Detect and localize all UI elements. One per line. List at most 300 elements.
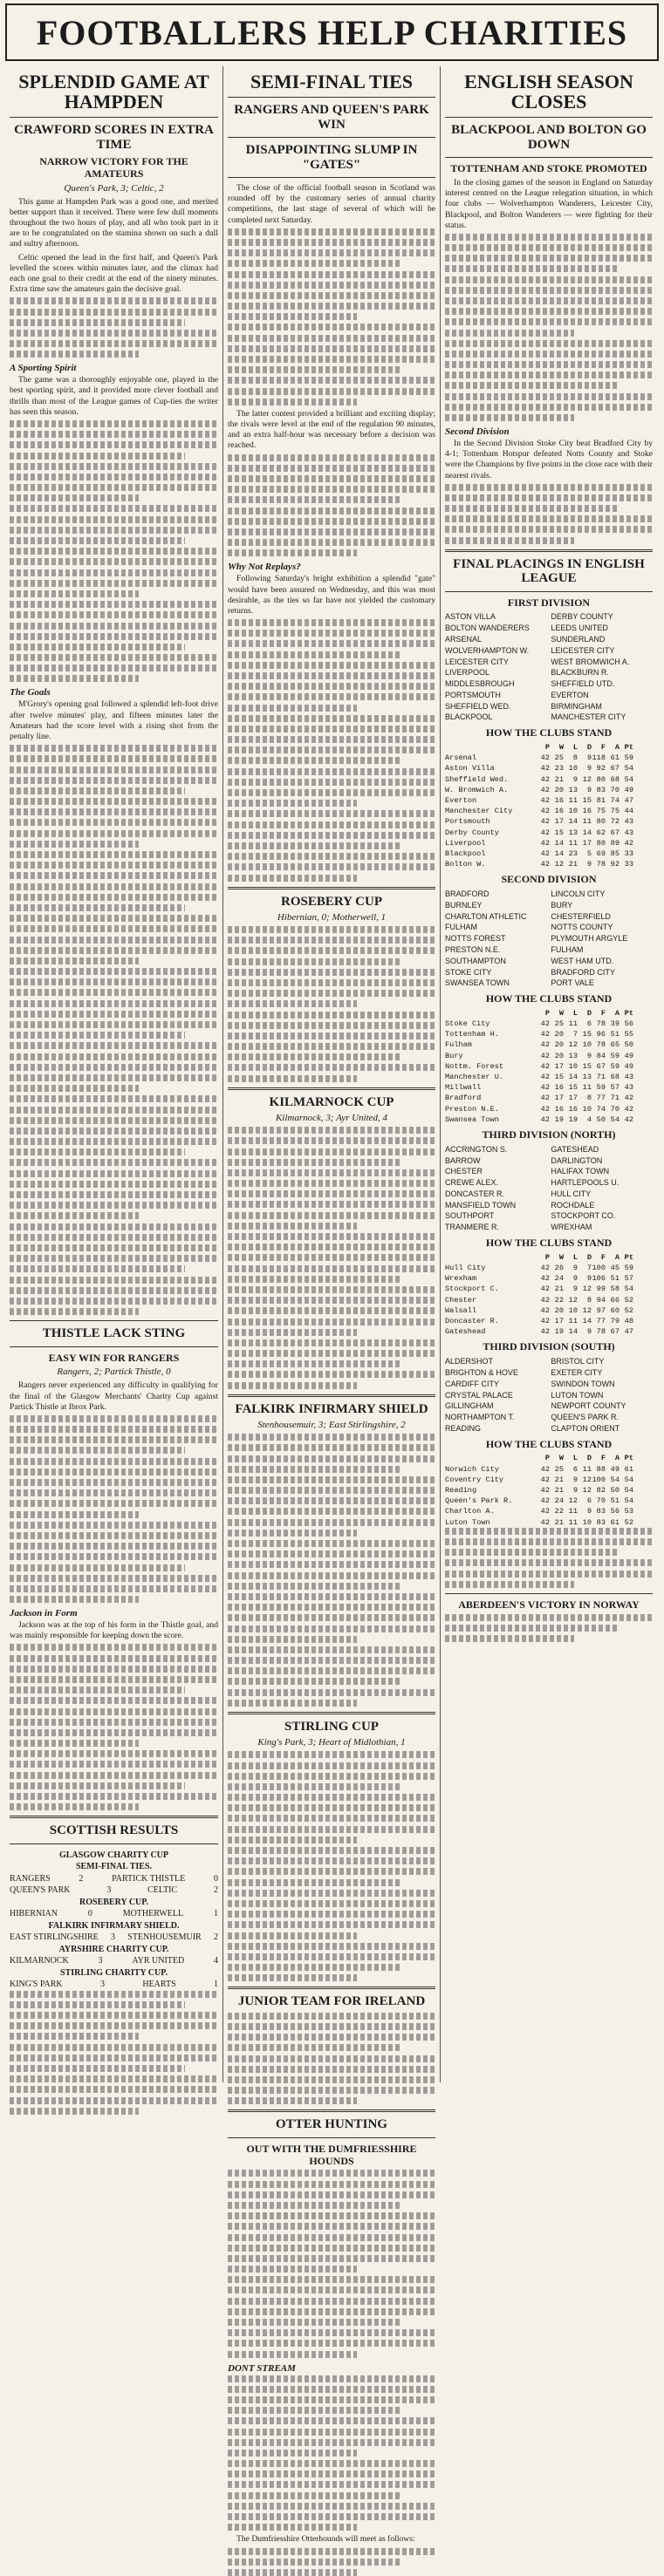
table-cell: 80	[596, 838, 606, 848]
table-cell: 4	[586, 1114, 592, 1124]
divider	[445, 1593, 653, 1594]
table-cell: 12	[568, 1040, 578, 1050]
table-cell: 11	[582, 1083, 592, 1093]
table-cell: 17	[554, 1317, 564, 1325]
club-name: NOTTS COUNTY	[551, 923, 613, 932]
table-cell: 59	[596, 1083, 606, 1093]
headline-aberdeen: ABERDEEN'S VICTORY IN NORWAY	[458, 1598, 640, 1611]
table-cell: 19	[554, 1114, 564, 1124]
club-name: STOCKPORT CO.	[551, 1211, 616, 1221]
table-cell: 42	[540, 1305, 550, 1315]
table-cell: 33	[624, 848, 633, 858]
text-lines	[10, 1644, 218, 1810]
table-cell: 43	[624, 817, 633, 827]
table-cell: Manchester U.	[445, 1073, 504, 1082]
table-cell: 51	[610, 1496, 620, 1506]
table-cell: 9	[586, 1507, 592, 1516]
table-cell: 9	[586, 1327, 592, 1337]
fixture-row	[445, 645, 653, 657]
table-cell: 42	[540, 838, 550, 848]
table-cell: W	[558, 1008, 564, 1018]
club-name: ROCHDALE	[551, 1200, 595, 1210]
club-name: LEEDS UNITED	[551, 624, 608, 633]
text-lines	[228, 619, 435, 882]
table-cell: 100	[592, 1475, 606, 1484]
table-cell: 118	[592, 753, 606, 763]
table-cell: 61	[610, 753, 620, 763]
headline-english-season: ENGLISH SEASON CLOSES	[464, 71, 633, 113]
club-name: HARTLEPOOLS U.	[551, 1178, 620, 1188]
table-cell: 42	[540, 1019, 550, 1029]
table-cell: 12	[554, 860, 564, 869]
result-row: KILMARNOCK 3 AYR UNITED 4	[10, 1956, 218, 1966]
table-cell: 20	[554, 1305, 564, 1315]
fixture-row	[445, 900, 653, 911]
table-row	[445, 848, 653, 859]
table-cell: 82	[596, 1485, 606, 1495]
club-name: BURNLEY	[445, 900, 483, 910]
table-cell: 23	[568, 848, 578, 858]
table-cell: 9	[586, 753, 592, 763]
fixture-row	[445, 712, 653, 723]
table-cell: 42	[540, 1114, 550, 1124]
text-lines	[228, 1127, 435, 1389]
table-cell: 9	[572, 1475, 578, 1484]
result-row: RANGERS 2 PARTICK THISTLE 0	[10, 1873, 218, 1884]
table-cell: 14	[554, 848, 564, 858]
club-name: SOUTHPORT	[445, 1211, 495, 1221]
article-body	[10, 1620, 218, 1641]
table-cell: 42	[624, 1114, 633, 1124]
article-body	[228, 2534, 435, 2545]
standings-table	[445, 1252, 653, 1338]
table-cell: 59	[624, 1263, 633, 1272]
divider	[228, 887, 435, 889]
club-name: DARLINGTON	[551, 1155, 603, 1165]
table-cell: 42	[624, 1104, 633, 1114]
fixture-row	[445, 956, 653, 967]
table-cell: 42	[540, 828, 550, 837]
table-cell: Sheffield Wed.	[445, 774, 509, 784]
table-cell: D	[586, 1008, 592, 1018]
club-name: LINCOLN CITY	[551, 889, 606, 899]
text-lines	[228, 454, 435, 557]
table-cell: 24	[554, 1496, 564, 1506]
table-cell: 42	[540, 1061, 550, 1071]
table-cell	[445, 1453, 536, 1463]
club-name: GILLINGHAM	[445, 1401, 494, 1411]
table-cell: P	[544, 1252, 550, 1262]
fixture-row	[445, 1189, 653, 1200]
club-name: BIRMINGHAM	[551, 701, 602, 711]
cup-title: AYRSHIRE CHARITY CUP.	[58, 1944, 169, 1954]
text-lines	[228, 1434, 435, 1707]
table-cell: 15	[554, 828, 564, 837]
table-cell: 49	[624, 785, 633, 794]
club-name: SWINDON TOWN	[551, 1379, 615, 1388]
headline-otter-hunting: OTTER HUNTING	[276, 2117, 387, 2132]
table-cell: 42	[540, 1475, 550, 1484]
fixture-row	[445, 667, 653, 678]
paragraph: Following Saturday's bright exhibition a splendid "gate" would have been assured on Wednesday, and this was most desirable, as the ties so far have not yielded the customary returns.	[228, 574, 435, 616]
table-cell: 54	[610, 1475, 620, 1484]
table-cell: 70	[596, 1496, 606, 1506]
fixtures-list	[445, 889, 653, 989]
club-name: BLACKBURN R.	[551, 668, 609, 678]
standings-table	[445, 1008, 653, 1125]
table-cell: W. Bromwich A.	[445, 785, 509, 794]
table-cell: 51	[610, 1274, 620, 1284]
table-cell: 99	[596, 1285, 606, 1294]
table-cell: 17	[554, 1094, 564, 1103]
club-name: BRADFORD	[445, 889, 489, 899]
table-cell: 11	[582, 817, 592, 827]
standings-table	[445, 742, 653, 869]
table-cell: 54	[624, 1485, 633, 1495]
standings-table	[445, 1453, 653, 1527]
table-cell	[445, 742, 536, 753]
club-name: NOTTS FOREST	[445, 934, 506, 944]
table-cell: 43	[624, 1073, 633, 1082]
club-name: MIDDLESBROUGH	[445, 679, 515, 689]
table-cell: 83	[596, 785, 606, 794]
headline-thistle: THISTLE LACK STING	[42, 1326, 186, 1341]
division-title: FIRST DIVISION	[507, 596, 591, 609]
table-cell: 44	[624, 807, 633, 816]
table-cell: 58	[610, 1285, 620, 1294]
table-row	[445, 753, 653, 763]
table-cell: 25	[554, 753, 564, 763]
table-cell: 23	[554, 764, 564, 773]
club-name: QUEEN'S PARK R.	[551, 1413, 619, 1422]
divider	[228, 2137, 435, 2138]
club-name: PRESTON N.E.	[445, 944, 501, 954]
table-cell: 12	[582, 1305, 592, 1315]
table-cell: 9	[572, 1485, 578, 1495]
table-cell: 83	[596, 1507, 606, 1516]
table-row	[445, 828, 653, 838]
table-cell: 42	[624, 1094, 633, 1103]
fixtures-list	[445, 1144, 653, 1233]
fixture-row	[445, 922, 653, 933]
subheadline-gates: DISAPPOINTING SLUMP IN "GATES"	[245, 143, 418, 172]
table-cell: 13	[568, 785, 578, 794]
fixture-row	[445, 911, 653, 923]
table-cell: 56	[624, 1019, 633, 1029]
paragraph: The latter contest provided a brilliant and exciting display; the rivals were level at the end of the regulation 90 minutes, and an extra half-hour was necessary before a decision was reached.	[228, 408, 435, 451]
text-lines	[228, 2375, 435, 2532]
text-lines	[228, 926, 435, 1082]
table-row	[445, 1273, 653, 1284]
fixture-row	[445, 967, 653, 978]
table-cell: P	[544, 1454, 550, 1463]
table-cell: 42	[540, 860, 550, 869]
table-cell: 19	[568, 1114, 578, 1124]
table-row	[445, 1051, 653, 1061]
table-cell: 51	[610, 1030, 620, 1039]
club-name: TRANMERE R.	[445, 1223, 500, 1232]
table-row	[445, 859, 653, 869]
text-lines	[10, 420, 218, 683]
text-lines	[228, 1751, 435, 1981]
table-row	[445, 806, 653, 816]
headline-final-placings: FINAL PLACINGS IN ENGLISH LEAGUE	[453, 556, 645, 586]
table-cell: 69	[596, 848, 606, 858]
table-cell: 14	[568, 817, 578, 827]
divider	[228, 97, 435, 98]
table-cell: 5	[586, 848, 592, 858]
divider	[228, 1087, 435, 1090]
table-row	[445, 785, 653, 795]
table-cell: 71	[610, 1094, 620, 1103]
table-cell: 96	[596, 1030, 606, 1039]
club-name: EXETER CITY	[551, 1367, 603, 1377]
table-cell: 85	[610, 848, 620, 858]
club-name: ALDERSHOT	[445, 1357, 494, 1366]
side-head: Why Not Replays?	[228, 562, 301, 573]
club-name: GATESHEAD	[551, 1144, 599, 1154]
table-cell: 9	[586, 860, 592, 869]
cup-title: ROSEBERY CUP.	[79, 1897, 148, 1907]
cup-subtitle: SEMI-FINAL TIES.	[75, 1862, 153, 1872]
table-cell: 14	[582, 828, 592, 837]
table-cell: 75	[596, 807, 606, 816]
table-row	[445, 1475, 653, 1485]
table-cell: 42	[540, 764, 550, 773]
headline-stirling: STIRLING CUP	[284, 1719, 379, 1734]
table-cell: Derby County	[445, 828, 499, 837]
table-cell: 54	[624, 1496, 633, 1506]
table-cell: 70	[610, 1104, 620, 1114]
text-lines	[445, 1614, 653, 1642]
table-cell: 52	[624, 1295, 633, 1305]
table-cell: 17	[554, 817, 564, 827]
table-cell: Nottm. Forest	[445, 1061, 504, 1071]
club-name: WREXHAM	[551, 1223, 592, 1232]
table-cell: P	[544, 1008, 550, 1018]
club-name: NEWPORT COUNTY	[551, 1401, 626, 1411]
headline-hampden: SPLENDID GAME AT HAMPDEN	[18, 71, 209, 113]
standings-title: HOW THE CLUBS STAND	[485, 1437, 613, 1450]
paragraph: M'Grory's opening goal followed a splendid left-foot drive after twelve minutes' play, and fifteen minutes later the Amateurs had the score level with a rising shot from the penalty line.	[10, 699, 218, 741]
text-lines	[445, 234, 653, 421]
headline-kilmarnock: KILMARNOCK CUP	[269, 1094, 394, 1109]
club-name: LIVERPOOL	[445, 668, 490, 678]
paragraph: In the closing games of the season in England on Saturday interest centred on the League relegation situation, in which four clubs — Wolverhampton Wanderers, Leicester City, Blackpool, and Bolton Wanderers — were fighting for their status.	[445, 177, 653, 230]
table-cell: 12	[568, 1295, 578, 1305]
divider	[228, 2109, 435, 2112]
table-cell: 39	[610, 1019, 620, 1029]
table-cell: 68	[610, 774, 620, 784]
table-cell: 16	[554, 1083, 564, 1093]
table-cell: 15	[582, 795, 592, 805]
fixture-row	[445, 1210, 653, 1222]
text-lines	[10, 1991, 218, 2115]
table-cell: 92	[596, 764, 606, 773]
side-head: The Goals	[10, 687, 51, 699]
table-cell: 97	[596, 1305, 606, 1315]
table-cell: 42	[540, 1083, 550, 1093]
table-row	[445, 1104, 653, 1114]
club-name: HALIFAX TOWN	[551, 1167, 610, 1176]
article-body	[228, 409, 435, 452]
text-lines	[10, 745, 218, 1315]
table-row	[445, 774, 653, 785]
table-cell: 42	[540, 1485, 550, 1495]
fixture-row	[445, 1200, 653, 1211]
table-cell: 66	[610, 1295, 620, 1305]
fixture-row	[445, 1400, 653, 1412]
fixture-row	[445, 1423, 653, 1435]
table-row	[445, 838, 653, 848]
table-cell: 84	[596, 1051, 606, 1060]
table-cell: 57	[610, 1083, 620, 1093]
table-row	[445, 1316, 653, 1326]
table-cell: 54	[624, 774, 633, 784]
table-cell: Blackpool	[445, 848, 486, 858]
table-row	[445, 1506, 653, 1516]
table-cell: 62	[596, 828, 606, 837]
table-header	[445, 742, 653, 753]
text-lines	[228, 228, 435, 405]
table-cell: Pt	[624, 1252, 633, 1262]
table-cell: 78	[596, 1040, 606, 1050]
column-left	[5, 66, 222, 2082]
table-cell: 77	[596, 1317, 606, 1325]
table-cell: 26	[554, 1263, 564, 1272]
club-name: WEST HAM UTD.	[551, 956, 614, 965]
table-cell: Fulham	[445, 1040, 472, 1050]
table-cell: 6	[586, 1496, 592, 1506]
table-header	[445, 1453, 653, 1463]
table-row	[445, 1061, 653, 1072]
table-cell: 33	[624, 860, 633, 869]
table-cell: 12	[582, 1475, 592, 1484]
table-cell: 42	[540, 1104, 550, 1114]
table-cell: 9	[572, 1274, 578, 1284]
table-cell: 17	[568, 1094, 578, 1103]
divider	[228, 1394, 435, 1397]
standings-title: HOW THE CLUBS STAND	[485, 726, 613, 739]
table-cell	[445, 1008, 536, 1019]
table-cell: 47	[624, 1327, 633, 1337]
table-cell: 13	[582, 1073, 592, 1082]
fixture-row	[445, 1412, 653, 1423]
table-cell: 42	[624, 838, 633, 848]
table-cell: 67	[610, 764, 620, 773]
divider	[228, 1987, 435, 1989]
table-cell: 21	[554, 1475, 564, 1484]
article-body	[10, 1380, 218, 1413]
side-head: A Sporting Spirit	[10, 363, 77, 374]
headline-rosebery: ROSEBERY CUP	[280, 894, 382, 909]
side-head: Jackson in Form	[10, 1608, 78, 1619]
club-name: ACCRINGTON S.	[445, 1144, 508, 1154]
fixture-row	[445, 1166, 653, 1177]
headline-scottish-results: SCOTTISH RESULTS	[49, 1823, 179, 1838]
club-name: BURY	[551, 900, 573, 910]
table-cell: 43	[624, 1083, 633, 1093]
table-cell: 42	[540, 1464, 550, 1474]
table-cell: 54	[624, 1475, 633, 1484]
table-cell: 8	[586, 1094, 592, 1103]
table-cell: 67	[610, 1327, 620, 1337]
text-lines	[228, 2013, 435, 2105]
table-cell: Reading	[445, 1485, 477, 1495]
club-name: LEICESTER CITY	[445, 657, 510, 666]
table-cell: 80	[596, 774, 606, 784]
table-cell: A	[614, 1008, 620, 1018]
table-cell: 56	[610, 1507, 620, 1516]
table-cell: 24	[554, 1274, 564, 1284]
table-row	[445, 1496, 653, 1506]
table-cell: 10	[568, 807, 578, 816]
table-cell: 42	[540, 1263, 550, 1272]
table-cell: W	[558, 742, 564, 752]
table-cell: 68	[610, 1073, 620, 1082]
table-cell: 94	[596, 1295, 606, 1305]
subheadline-blackpool: BLACKPOOL AND BOLTON GO DOWN	[451, 123, 647, 152]
fixture-row	[445, 690, 653, 701]
table-cell: 21	[554, 1285, 564, 1294]
results-block	[10, 1850, 218, 1991]
club-name: BRISTOL CITY	[551, 1357, 605, 1366]
table-cell: 49	[624, 1051, 633, 1060]
paragraph: The game was a thoroughly enjoyable one, played in the best sporting spirit, and it provided more clever football and thrills than most of the League games of Cup-ties the writer has seen this season.	[10, 375, 218, 417]
table-cell: Pt	[624, 742, 633, 752]
paragraph: The close of the official football season in Scotland was rounded off by the customary series of annual charity competitions, the last stage of several of which will be completed next Saturday.	[228, 183, 435, 225]
club-name: SOUTHAMPTON	[445, 956, 506, 965]
table-cell: W	[558, 1252, 564, 1262]
table-row	[445, 1072, 653, 1082]
table-cell: 50	[596, 1114, 606, 1124]
table-cell: 11	[568, 1517, 578, 1527]
club-name: FULHAM	[551, 944, 584, 954]
subheadline-rangers-qp: RANGERS AND QUEEN'S PARK WIN	[234, 103, 429, 132]
headline-falkirk: FALKIRK INFIRMARY SHIELD	[235, 1401, 428, 1416]
club-name: SHEFFIELD UTD.	[551, 679, 615, 689]
table-cell: 52	[624, 1305, 633, 1315]
table-row	[445, 1284, 653, 1294]
divider	[10, 1816, 218, 1818]
table-cell: 17	[582, 838, 592, 848]
table-cell: 42	[540, 817, 550, 827]
table-cell: 7	[586, 1263, 592, 1272]
cup-title: STIRLING CHARITY CUP.	[60, 1967, 168, 1978]
table-cell: 42	[540, 1317, 550, 1325]
table-cell: 43	[624, 828, 633, 837]
table-cell: 12	[582, 1485, 592, 1495]
table-cell: 11	[568, 838, 578, 848]
table-cell: Portsmouth	[445, 817, 490, 827]
table-cell: 15	[568, 1083, 578, 1093]
table-cell: 12	[582, 774, 592, 784]
side-head: Second Division	[445, 426, 510, 438]
table-cell: 42	[540, 1051, 550, 1060]
table-cell: Hull City	[445, 1263, 486, 1272]
table-cell: 20	[554, 1040, 564, 1050]
fixture-row	[445, 634, 653, 645]
table-cell: Queen's Park R.	[445, 1496, 513, 1506]
table-cell: A	[614, 1454, 620, 1463]
table-cell: A	[614, 742, 620, 752]
table-cell: A	[614, 1252, 620, 1262]
table-row	[445, 1093, 653, 1103]
text-lines	[228, 2548, 435, 2576]
table-cell: F	[600, 742, 606, 752]
table-cell: 53	[624, 1507, 633, 1516]
table-cell: 52	[624, 1517, 633, 1527]
